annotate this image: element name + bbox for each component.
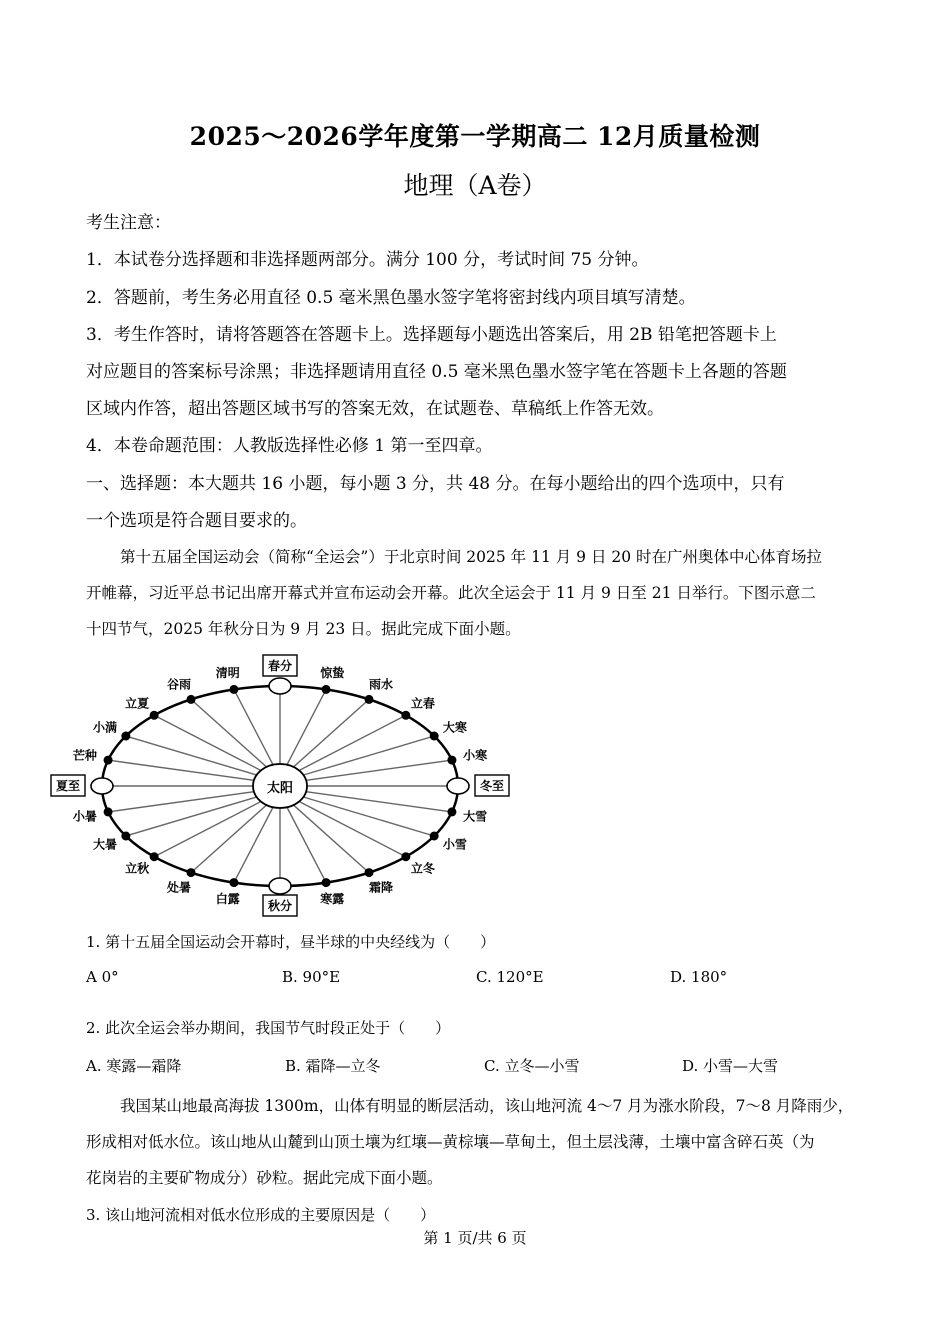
spoke-line xyxy=(154,715,261,770)
spoke-line xyxy=(154,802,261,857)
spoke-line xyxy=(306,760,452,780)
question-1-option-d[interactable]: D. 180° xyxy=(670,968,728,986)
notice-item-3-cont-2: 区域内作答，超出答题区域书写的答案无效，在试题卷、草稿纸上作答无效。 xyxy=(86,399,664,419)
solar-term-label: 寒露 xyxy=(320,892,345,907)
earth-position-dot xyxy=(430,732,439,741)
question-1-stem: 1. 第十五届全国运动会开幕时，昼半球的中央经线为（ ） xyxy=(86,933,496,951)
exam-subtitle: 地理（A卷） xyxy=(403,171,547,200)
notice-item-2: 2．答题前，考生务必用直径 0.5 毫米黑色墨水签字笔将密封线内项目填写清楚。 xyxy=(86,288,696,308)
solar-term-label: 大雪 xyxy=(463,809,488,824)
material2-line1: 我国某山地最高海拔 1300m，山体有明显的断层活动，该山地河流 4～7 月为涨水阶段，7～8 月降雨少， xyxy=(120,1097,854,1115)
solar-term-label: 霜降 xyxy=(368,880,394,895)
solar-term-label: 小雪 xyxy=(442,837,467,852)
question-2-option-d[interactable]: D. 小雪—大雪 xyxy=(682,1057,779,1075)
earth-position-dot xyxy=(401,852,410,861)
solar-term-label: 大暑 xyxy=(93,837,118,852)
spoke-line xyxy=(299,802,406,857)
spoke-line xyxy=(303,797,434,836)
earth-position-dot xyxy=(187,868,196,877)
solar-term-label: 小暑 xyxy=(72,809,97,824)
solar-term-label: 立秋 xyxy=(125,861,150,876)
solar-term-label: 小寒 xyxy=(463,748,488,763)
earth-position-dot xyxy=(401,711,410,720)
earth-position-dot xyxy=(322,685,331,694)
sun-label: 太阳 xyxy=(266,781,294,796)
notice-item-4: 4．本卷命题范围：人教版选择性必修 1 第一至四章。 xyxy=(86,436,493,456)
material2-line2: 形成相对低水位。该山地从山麓到山顶土壤为红壤—黄棕壤—草甸土，但土层浅薄，土壤中富含碎石英（为 xyxy=(86,1133,815,1151)
earth-position-dot xyxy=(150,711,159,720)
spoke-line xyxy=(294,699,370,767)
earth-position-dot xyxy=(229,685,238,694)
earth-position-dot xyxy=(121,832,130,841)
spoke-line xyxy=(303,736,434,775)
solar-terms-diagram xyxy=(55,655,505,913)
material1-line2: 开帷幕，习近平总书记出席开幕式并宣布运动会开幕。此次全运会于 11 月 9 日至 21 日举行。下图示意二 xyxy=(86,584,816,602)
spoke-line xyxy=(287,689,326,764)
earth-position-dot xyxy=(447,807,456,816)
earth-position-dot xyxy=(365,868,374,877)
question-1-option-b[interactable]: B. 90°E xyxy=(282,968,341,986)
solar-term-label: 惊蛰 xyxy=(320,665,345,680)
solar-term-label: 春分 xyxy=(267,659,293,673)
section-heading-cont: 一个选项是符合题目要求的。 xyxy=(86,511,307,531)
solar-term-label: 立夏 xyxy=(125,696,150,711)
earth-position-dot xyxy=(322,878,331,887)
spoke-line xyxy=(299,715,406,770)
solar-term-label: 立春 xyxy=(410,696,435,711)
spoke-line xyxy=(234,807,273,882)
earth-position-key xyxy=(269,678,291,694)
earth-position-dot xyxy=(447,756,456,765)
solar-term-label: 夏至 xyxy=(55,779,81,793)
question-2-option-a[interactable]: A. 寒露—霜降 xyxy=(86,1057,182,1075)
notice-item-3: 3．考生作答时，请将答题答在答题卡上。选择题每小题选出答案后，用 2B 铅笔把答题卡上 xyxy=(86,325,777,345)
spoke-line xyxy=(126,736,257,775)
spoke-line xyxy=(287,807,326,882)
solar-term-label: 芒种 xyxy=(72,748,97,763)
question-1-option-a[interactable]: A 0° xyxy=(86,968,119,986)
spoke-line xyxy=(191,699,267,767)
solar-term-label: 冬至 xyxy=(479,779,505,793)
spoke-line xyxy=(294,805,370,873)
solar-term-label: 谷雨 xyxy=(166,677,192,692)
earth-position-dot xyxy=(365,695,374,704)
question-2-option-b[interactable]: B. 霜降—立冬 xyxy=(285,1057,381,1075)
earth-position-key xyxy=(91,778,113,794)
earth-position-key xyxy=(447,778,469,794)
material1-line3: 十四节气，2025 年秋分日为 9 月 23 日。据此完成下面小题。 xyxy=(86,620,521,638)
notice-heading: 考生注意： xyxy=(86,213,171,233)
exam-title: 2025～2026学年度第一学期高二 12月质量检测 xyxy=(189,122,761,151)
spoke-line xyxy=(126,797,257,836)
earth-position-dot xyxy=(187,695,196,704)
material2-line3: 花岗岩的主要矿物成分）砂粒。据此完成下面小题。 xyxy=(86,1169,443,1187)
solar-term-label: 小满 xyxy=(93,720,118,735)
earth-position-dot xyxy=(430,832,439,841)
question-1-option-c[interactable]: C. 120°E xyxy=(476,968,544,986)
earth-position-dot xyxy=(150,852,159,861)
earth-position-dot xyxy=(229,878,238,887)
question-2-option-c[interactable]: C. 立冬—小雪 xyxy=(484,1057,580,1075)
material1-line1: 第十五届全国运动会（简称“全运会”）于北京时间 2025 年 11 月 9 日 20 时在广州奥体中心体育场拉 xyxy=(120,548,823,566)
earth-position-dot xyxy=(104,756,113,765)
solar-term-label: 雨水 xyxy=(368,677,394,692)
spoke-line xyxy=(108,792,254,812)
question-3-stem: 3. 该山地河流相对低水位形成的主要原因是（ ） xyxy=(86,1206,436,1224)
page-footer: 第 1 页/共 6 页 xyxy=(423,1229,527,1247)
earth-position-key xyxy=(269,878,291,894)
spoke-line xyxy=(191,805,267,873)
solar-term-label: 白露 xyxy=(215,892,240,907)
solar-term-label: 秋分 xyxy=(267,899,293,913)
question-2-stem: 2. 此次全运会举办期间，我国节气时段正处于（ ） xyxy=(86,1019,451,1037)
solar-term-label: 大寒 xyxy=(442,720,467,735)
notice-item-1: 1．本试卷分选择题和非选择题两部分。满分 100 分，考试时间 75 分钟。 xyxy=(86,250,649,270)
spoke-line xyxy=(234,689,273,764)
spoke-line xyxy=(306,792,452,812)
earth-position-dot xyxy=(104,807,113,816)
spoke-line xyxy=(108,760,254,780)
earth-position-dot xyxy=(121,732,130,741)
solar-term-label: 处暑 xyxy=(166,880,192,895)
notice-item-3-cont-1: 对应题目的答案标号涂黑；非选择题请用直径 0.5 毫米黑色墨水签字笔在答题卡上各题的答题 xyxy=(86,362,787,382)
solar-term-label: 立冬 xyxy=(410,861,435,876)
section-heading: 一、选择题：本大题共 16 小题，每小题 3 分，共 48 分。在每小题给出的四个选项中，只有 xyxy=(86,474,785,494)
solar-term-label: 清明 xyxy=(215,665,240,680)
